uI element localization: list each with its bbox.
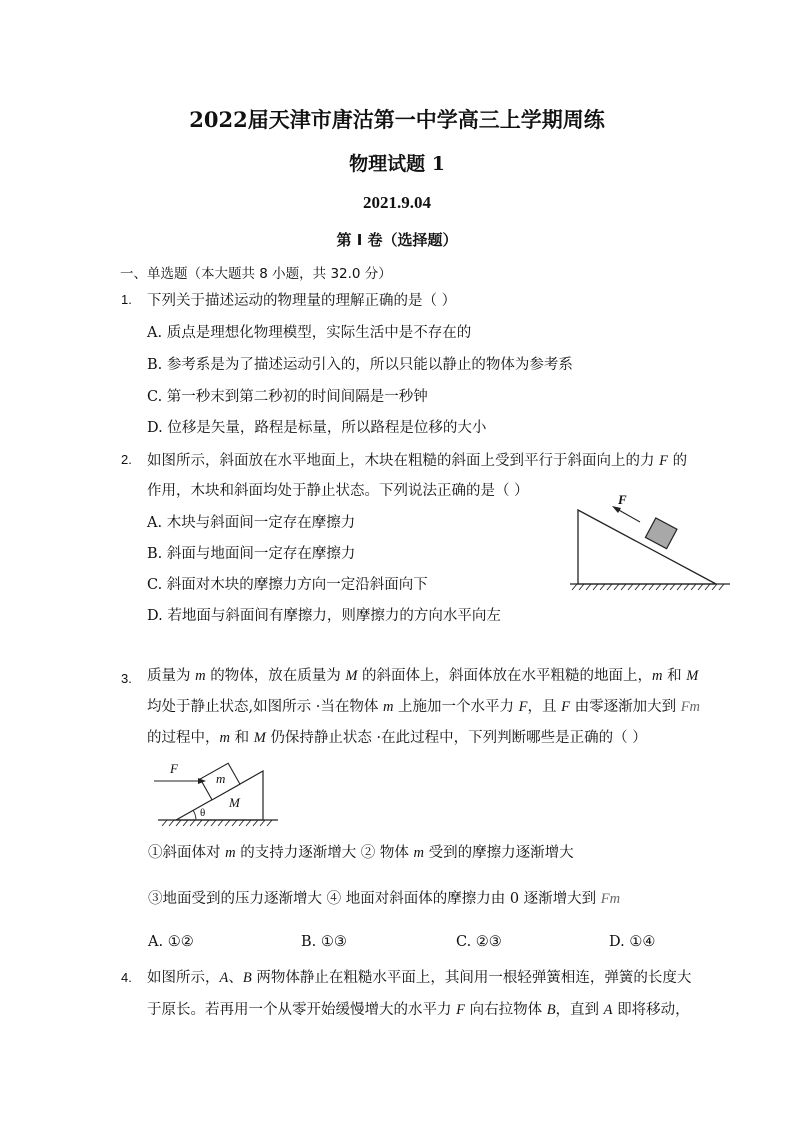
q2-number: 2. (121, 452, 132, 467)
q3-ground-hatch (162, 820, 272, 826)
q1-stem: 下列关于描述运动的物理量的理解正确的是（ ） (147, 293, 457, 309)
q2-stem-line1: 如图所示，斜面放在水平地面上，木块在粗糙的斜面上受到平行于斜面向上的力 F 的 (147, 453, 688, 469)
exam-title: 2022届天津市唐沽第一中学高三上学期周练 (189, 107, 605, 132)
q3-theta-label: θ (200, 807, 206, 819)
q2-ground-hatch (572, 584, 724, 590)
q1-option-a: A. 质点是理想化物理模型，实际生活中是不存在的 (147, 325, 472, 341)
q2-force-arrowhead (612, 506, 621, 513)
q1-number: 1. (121, 292, 132, 307)
q2-force-arrow (617, 509, 640, 522)
q3-mass-m-label: m (216, 771, 226, 786)
q2-incline-figure (566, 488, 736, 598)
q4-number: 4. (121, 970, 132, 985)
q3-choice-c: C. ②③ (456, 934, 502, 950)
volume-heading: 第 I 卷（选择题） (336, 231, 458, 249)
q2-incline (578, 510, 716, 584)
q3-number: 3. (121, 671, 132, 686)
q2-force-label: F (618, 492, 627, 507)
q4-line1: 如图所示，A、B 两物体静止在粗糙水平面上，其间用一根轻弹簧相连，弹簧的长度大 (147, 970, 692, 986)
q3-choice-d: D. ①④ (609, 934, 656, 950)
q2-option-c: C. 斜面对木块的摩擦力方向一定沿斜面向下 (147, 577, 428, 593)
exam-date: 2021.9.04 (363, 193, 431, 212)
q1-option-c: C. 第一秒末到第二秒初的时间间隔是一秒钟 (147, 389, 428, 405)
q3-angle-arc (193, 810, 196, 820)
q2-block (645, 518, 677, 549)
q3-choice-b: B. ①③ (301, 934, 347, 950)
q3-mass-M-label: M (229, 795, 240, 810)
q3-force-label: F (170, 761, 178, 776)
q4-line2: 于原长。若再用一个从零开始缓慢增大的水平力 F 向右拉物体 B，直到 A 即将移动， (147, 1002, 690, 1018)
q1-option-d: D. 位移是矢量，路程是标量，所以路程是位移的大小 (147, 420, 487, 436)
q3-line3: 的过程中，m 和 M 仍保持静止状态 ·在此过程中，下列判断哪些是正确的（ ） (147, 730, 647, 746)
q2-option-a: A. 木块与斜面间一定存在摩擦力 (147, 515, 356, 531)
q2-stem-line2: 作用，木块和斜面均处于静止状态。下列说法正确的是（ ） (147, 483, 529, 499)
q3-incline-figure (148, 756, 283, 828)
section-heading: 一、单选题（本大题共 8 小题，共 32.0 分） (120, 266, 392, 282)
q1-option-b: B. 参考系是为了描述运动引入的，所以只能以静止的物体为参考系 (147, 357, 573, 373)
q3-statement-1: ①斜面体对 m 的支持力逐渐增大 ② 物体 m 受到的摩擦力逐渐增大 (148, 845, 574, 861)
q3-choice-a: A. ①② (148, 934, 194, 950)
q3-statement-2: ③地面受到的压力逐渐增大 ④ 地面对斜面体的摩擦力由 0 逐渐增大到 Fm (148, 891, 621, 907)
q2-option-b: B. 斜面与地面间一定存在摩擦力 (147, 546, 356, 562)
q2-option-d: D. 若地面与斜面间有摩擦力，则摩擦力的方向水平向左 (147, 608, 501, 624)
q3-line1: 质量为 m 的物体，放在质量为 M 的斜面体上，斜面体放在水平粗糙的地面上，m 和 M (147, 668, 699, 684)
exam-subtitle: 物理试题 1 (349, 153, 445, 175)
q3-line2: 均处于静止状态,如图所示 ·当在物体 m 上施加一个水平力 F，且 F 由零逐渐加大到 Fm (147, 699, 701, 715)
